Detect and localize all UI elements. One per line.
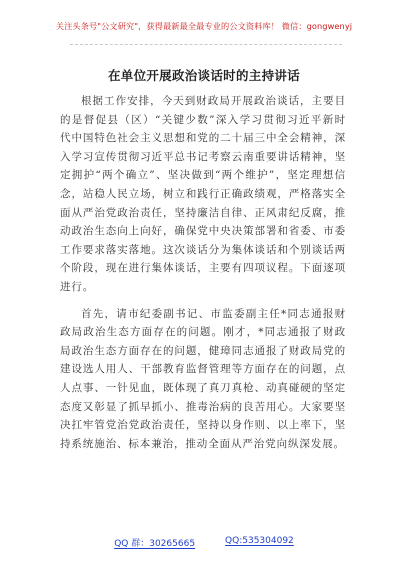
header-promo-text: 关注头条号"公文研究"，获得最新最全最专业的公文资料库！ 微信：gongwenyj [55, 20, 353, 31]
paragraph-1: 根据工作安排，今天到财政局开展政治谈话，主要目的是督促县（区）“关键少数”深入学习贯彻习近平新时代中国特色社会主义思想和党的二十届三中全会精神，深入学习宣传贯彻习近平总书记考察云南重要讲话精神，坚定拥护“两个确立”、坚决做到“两个维护”，坚定理想信念，站稳人民立场，树立和践行正确政绩观，严格落实全面从严治党政治责任，坚持廉洁自律、正风肃纪反腐，推动政治生态向上向好，确保党中央决策部署和省委、市委工作要求落实落地。这次谈话分为集体谈话和个别谈话两个阶段，现在进行集体谈话，主要有四项议程。下面逐项进行。 [60, 95, 346, 293]
footer-contact [0, 536, 408, 549]
paragraph-2: 首先，请市纪委副书记、市监委副主任*同志通报财政局政治生态方面存在的问题。刚才，*同志通报了财政局政治生态方面存在的问题，健璋同志通报了财政局党的建设选人用人、干部教育监督管理等方面存在的问题，点人点事、一针见血，既体现了真刀真枪、动真碰硬的坚定态度又彰显了抓早抓小、推毒治病的良苦用心。大家要坚决扛牢管党治党政治责任，坚持以身作则、以上率下，坚持系统施治、标本兼治，推动全面从严治党向纵深发展。 [60, 307, 346, 450]
footer-qq-number[interactable]: QQ:535304092 [225, 536, 294, 546]
header-banner [0, 6, 408, 46]
footer-qq-group[interactable]: QQ 群：30265665 [114, 539, 196, 549]
document-title: 在单位开展政治谈话时的主持讲话 [107, 68, 300, 83]
document-body [60, 92, 346, 461]
header-divider [70, 44, 342, 45]
